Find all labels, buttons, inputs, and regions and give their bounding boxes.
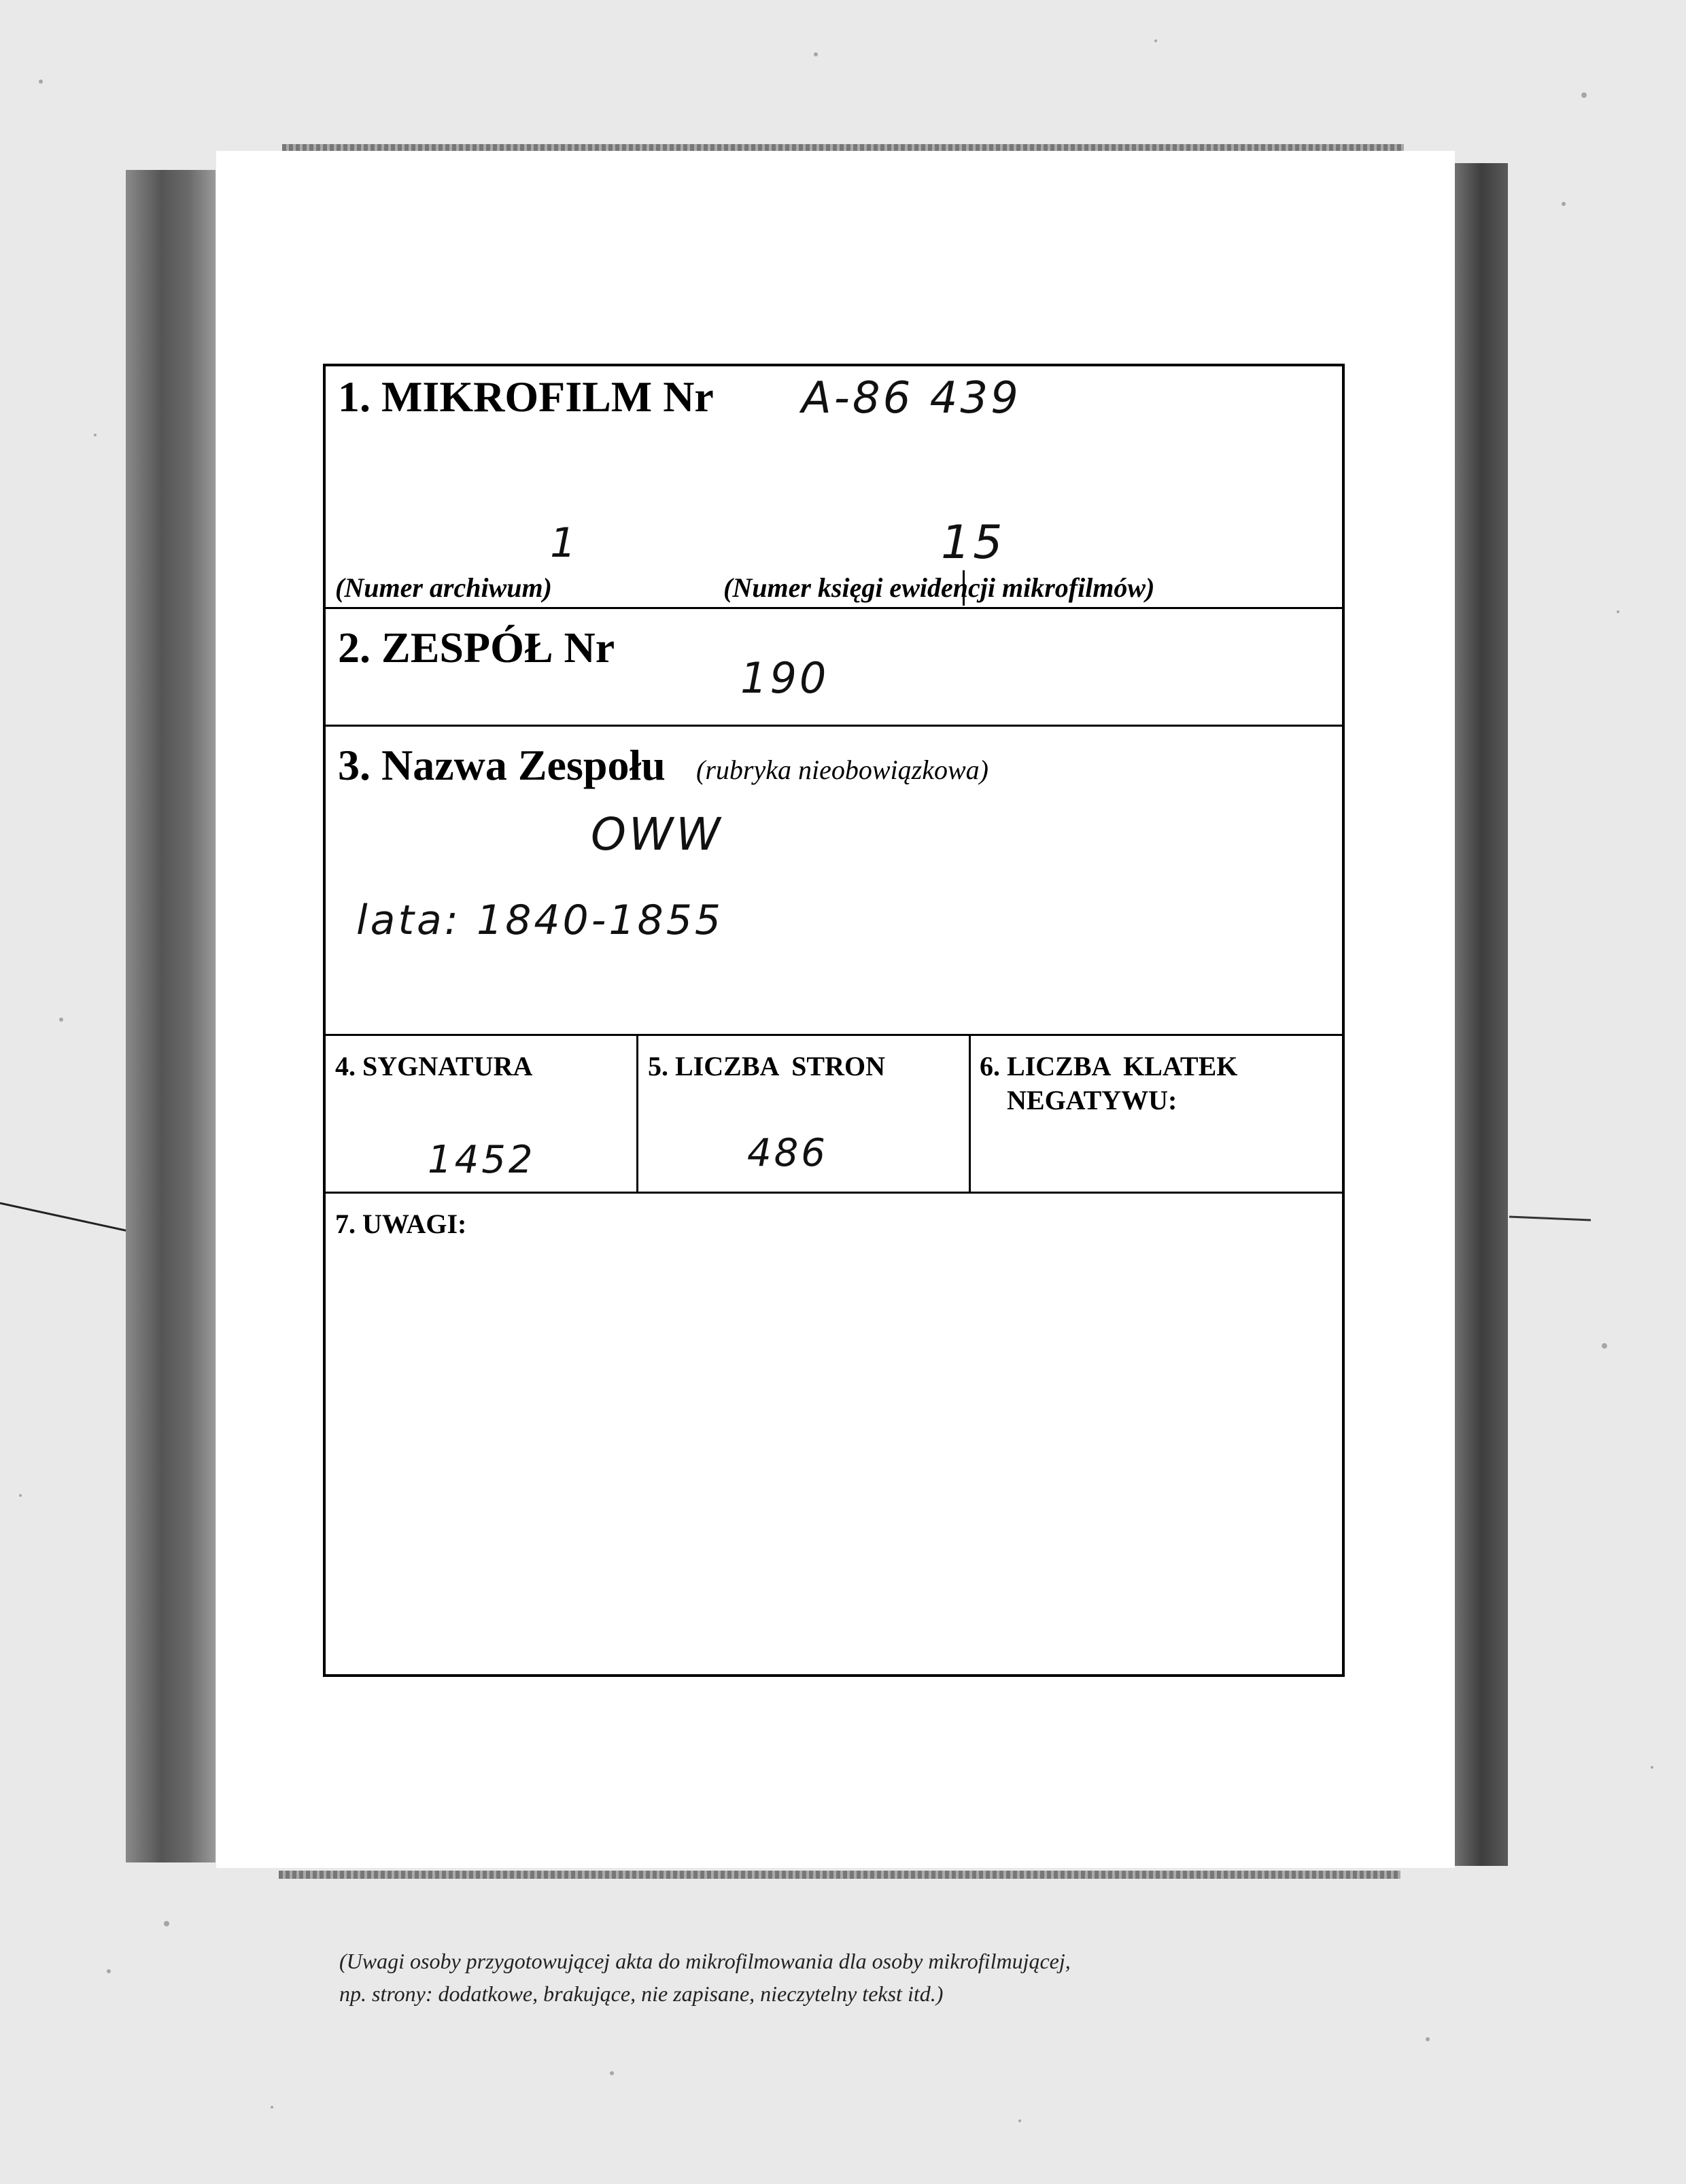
zespol-number-handwritten: 190 — [740, 653, 829, 703]
klatki-label: 6. LICZBA KLATEK NEGATYWU: — [980, 1051, 1238, 1115]
archiwum-caption: (Numer archiwum) — [335, 572, 552, 603]
section-zespol — [326, 609, 1342, 727]
mikrofilm-number-handwritten: A-86 439 — [802, 373, 1021, 423]
nazwa-value-handwritten: OWW — [591, 808, 723, 861]
uwagi-instructions-line: np. strony: dodatkowe, brakujące, nie zapisane, nieczytelny tekst itd.) — [339, 1981, 944, 2006]
uwagi-label: 7. UWAGI: — [335, 1209, 467, 1239]
nazwa-optional-note: (rubryka nieobowiązkowa) — [696, 755, 988, 785]
lata-handwritten: lata: 1840-1855 — [356, 897, 724, 944]
uwagi-instructions — [339, 1945, 1071, 2010]
strony-label: 5. LICZBA STRON — [648, 1051, 885, 1081]
mikrofilm-label: 1. MIKROFILM Nr — [338, 372, 714, 421]
section-mikrofilm — [326, 366, 1342, 609]
section-sygnatura-strony-klatki — [326, 1036, 1342, 1194]
zespol-label: 2. ZESPÓŁ Nr — [338, 623, 615, 672]
column-divider — [969, 1036, 971, 1194]
nazwa-label: 3. Nazwa Zespołu — [338, 741, 666, 789]
section-uwagi — [326, 1194, 1342, 2006]
section-nazwa — [326, 727, 1342, 1036]
ksiega-number-handwritten: 15 — [941, 516, 1005, 570]
ksiega-caption: (Numer księgi ewidencji mikrofilmów) — [723, 572, 1155, 603]
film-strip-left — [126, 170, 216, 1862]
microfilm-form — [323, 364, 1345, 2006]
uwagi-instructions-line: (Uwagi osoby przygotowującej akta do mikrofilmowania dla osoby mikrofilmującej, — [339, 1949, 1071, 1973]
page-edge-bottom — [279, 1871, 1400, 1879]
sygnatura-value-handwritten: 1452 — [428, 1138, 536, 1182]
archiwum-number-handwritten: 1 — [550, 519, 579, 567]
film-strip-right — [1455, 163, 1508, 1866]
column-divider — [636, 1036, 638, 1194]
strony-value-handwritten: 486 — [747, 1131, 828, 1175]
sygnatura-label: 4. SYGNATURA — [335, 1051, 533, 1081]
